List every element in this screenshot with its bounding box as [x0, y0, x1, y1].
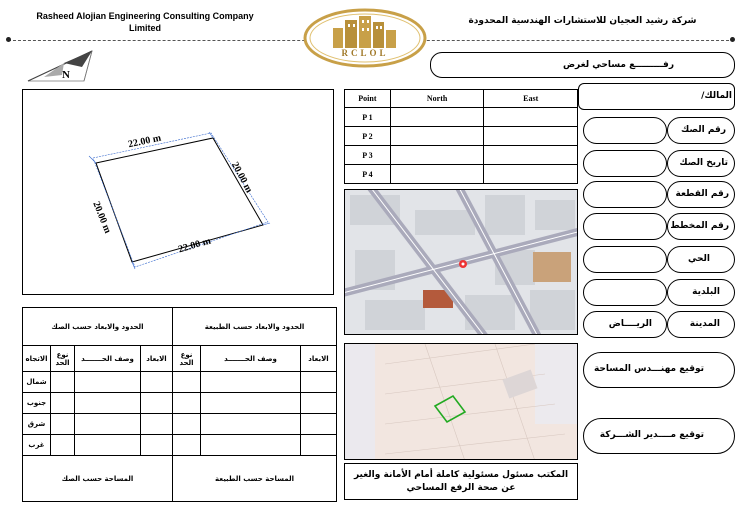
- deed-date-label: تاريخ الصك: [679, 158, 728, 168]
- divider-dot-right: [730, 37, 735, 42]
- engineer-signature-field[interactable]: [583, 352, 735, 388]
- bound-cell[interactable]: [75, 435, 141, 456]
- point-id: P 2: [345, 127, 391, 146]
- divider-dot-left: [6, 37, 11, 42]
- north-arrow-icon: [24, 47, 96, 87]
- scheme-number-input[interactable]: [583, 213, 667, 240]
- direction-east: شرق: [23, 414, 51, 435]
- deed-bounds-title: الحدود والابعاد حسب الصك: [23, 308, 173, 346]
- north-label: N: [62, 69, 70, 81]
- nature-bounds-title: الحدود والابعاد حسب الطبيعة: [173, 308, 337, 346]
- bound-cell[interactable]: [301, 372, 337, 393]
- manager-signature-field[interactable]: [583, 418, 735, 454]
- city-input[interactable]: [583, 311, 667, 338]
- deed-number-label: رقم الصك: [681, 125, 726, 135]
- col-dim: الابعاد: [141, 346, 173, 372]
- municipality-tag: [667, 279, 735, 306]
- bound-cell[interactable]: [301, 414, 337, 435]
- bound-cell[interactable]: [51, 414, 75, 435]
- bounds-table: [22, 307, 337, 502]
- bound-cell[interactable]: [51, 372, 75, 393]
- points-header-north: North: [390, 90, 484, 108]
- table-row: [345, 108, 578, 127]
- engineer-signature-label: توقيع مهنـــدس المساحة: [593, 364, 704, 374]
- east-cell[interactable]: [484, 127, 578, 146]
- municipality-input[interactable]: [583, 279, 667, 306]
- owner-label: المالك/: [701, 91, 732, 101]
- disclaimer-box: [344, 463, 578, 500]
- manager-signature-label: توقيع مــــدير الشـــركة: [599, 430, 704, 440]
- points-header-point: Point: [345, 90, 391, 108]
- north-cell[interactable]: [390, 108, 484, 127]
- col-type-nature: نوع الحد: [173, 346, 201, 372]
- point-id: P 1: [345, 108, 391, 127]
- bound-cell[interactable]: [173, 414, 201, 435]
- area-nature-label: المساحة حسب الطبيعة: [173, 456, 337, 502]
- col-type: نوع الحد: [51, 346, 75, 372]
- col-desc: وصف الحـــــــد: [75, 346, 141, 372]
- col-direction: الاتجاه: [23, 346, 51, 372]
- deed-number-tag: [667, 117, 735, 144]
- district-tag: [667, 246, 735, 273]
- bound-cell[interactable]: [173, 372, 201, 393]
- bound-cell[interactable]: [201, 414, 301, 435]
- col-desc-nature: وصف الحـــــــد: [201, 346, 301, 372]
- plot-layout-map[interactable]: [344, 343, 578, 460]
- table-row: [23, 435, 337, 456]
- north-arrow: [24, 47, 96, 87]
- bound-cell[interactable]: [201, 393, 301, 414]
- points-header-east: East: [484, 90, 578, 108]
- city-value: الريــــاض: [608, 319, 652, 329]
- bound-cell[interactable]: [141, 372, 173, 393]
- points-table: [344, 89, 578, 184]
- dimension-top: 22.00 m: [127, 132, 163, 151]
- table-row: [345, 127, 578, 146]
- dimension-bottom: 22.00 m: [177, 235, 213, 256]
- district-label: الحي: [687, 254, 710, 264]
- plot-number-label: رقم القطعة: [675, 189, 729, 199]
- deed-date-input[interactable]: [583, 150, 667, 177]
- point-id: P 3: [345, 146, 391, 165]
- municipality-label: البلدية: [692, 287, 720, 297]
- bound-cell[interactable]: [75, 414, 141, 435]
- logo-text: RCLOL: [341, 48, 389, 58]
- deed-number-input[interactable]: [583, 117, 667, 144]
- plot-number-tag: [667, 181, 735, 208]
- scheme-number-label: رقم المخطط: [670, 221, 729, 231]
- east-cell[interactable]: [484, 108, 578, 127]
- company-name-line1: Rasheed Alojian Engineering Consulting Company: [36, 11, 254, 21]
- north-cell[interactable]: [390, 146, 484, 165]
- survey-purpose-field[interactable]: [430, 52, 735, 78]
- area-deed-label: المساحة حسب الصك: [23, 456, 173, 502]
- bound-cell[interactable]: [75, 393, 141, 414]
- table-row: [23, 414, 337, 435]
- direction-south: جنوب: [23, 393, 51, 414]
- disclaimer-text: المكتب مسئول مسئولية كاملة أمام الأمانة والغير عن صحة الرفع المساحي: [353, 469, 569, 493]
- dimension-left: 20.00 m: [90, 199, 114, 236]
- bound-cell[interactable]: [201, 435, 301, 456]
- bound-cell[interactable]: [51, 435, 75, 456]
- plot-number-input[interactable]: [583, 181, 667, 208]
- location-map[interactable]: [344, 189, 578, 335]
- dimension-right: 20.00 m: [228, 160, 255, 195]
- bound-cell[interactable]: [201, 372, 301, 393]
- bound-cell[interactable]: [141, 393, 173, 414]
- bound-cell[interactable]: [51, 393, 75, 414]
- east-cell[interactable]: [484, 146, 578, 165]
- city-label: المدينة: [689, 319, 720, 329]
- bound-cell[interactable]: [173, 393, 201, 414]
- bound-cell[interactable]: [141, 435, 173, 456]
- company-logo: [303, 8, 427, 68]
- district-input[interactable]: [583, 246, 667, 273]
- east-cell[interactable]: [484, 165, 578, 184]
- survey-purpose-label: رفـــــــــع مساحي لغرض: [562, 60, 674, 70]
- table-row: [23, 393, 337, 414]
- bound-cell[interactable]: [141, 414, 173, 435]
- col-dim-nature: الابعاد: [301, 346, 337, 372]
- point-id: P 4: [345, 165, 391, 184]
- table-row: [345, 146, 578, 165]
- plot-sketch: [22, 89, 334, 295]
- owner-field[interactable]: [578, 83, 735, 110]
- company-name-english: [0, 10, 290, 34]
- city-tag: [667, 311, 735, 338]
- company-name-arabic: شركة رشيد العجيان للاستشارات الهندسية المحدودة: [468, 16, 697, 26]
- table-row: [23, 372, 337, 393]
- bound-cell[interactable]: [301, 435, 337, 456]
- bound-cell[interactable]: [301, 393, 337, 414]
- north-cell[interactable]: [390, 127, 484, 146]
- deed-date-tag: [667, 150, 735, 177]
- bound-cell[interactable]: [75, 372, 141, 393]
- company-name-line2: Limited: [128, 23, 161, 33]
- direction-west: غرب: [23, 435, 51, 456]
- direction-north: شمال: [23, 372, 51, 393]
- bound-cell[interactable]: [173, 435, 201, 456]
- north-cell[interactable]: [390, 165, 484, 184]
- scheme-number-tag: [667, 213, 735, 240]
- table-row: [345, 165, 578, 184]
